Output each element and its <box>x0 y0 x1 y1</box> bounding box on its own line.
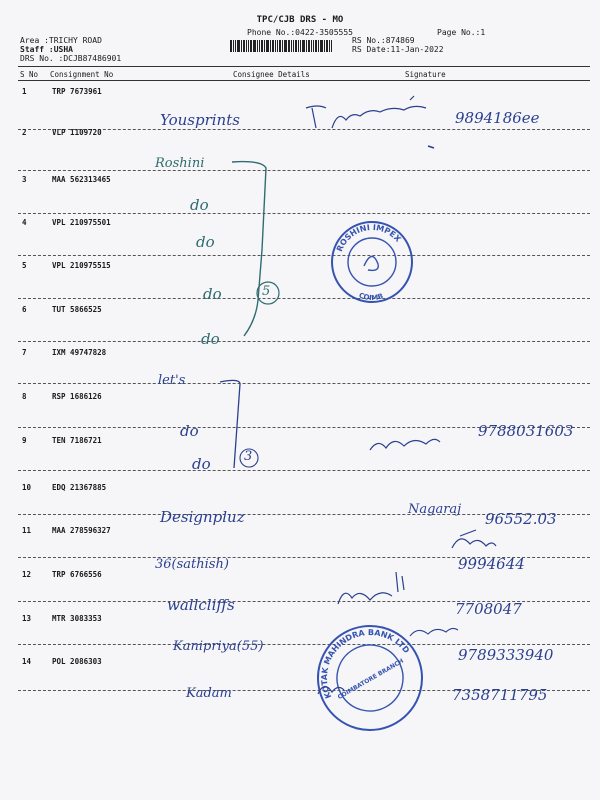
barcode-bar <box>230 40 232 52</box>
row-divider <box>18 255 590 256</box>
row-sno: 4 <box>22 218 27 227</box>
barcode-bar <box>270 40 271 52</box>
handwritten-count: 5 <box>262 284 271 299</box>
barcode-bar <box>306 40 307 52</box>
barcode-bar <box>272 40 274 52</box>
handwritten-consignee: Kanipriya(55) <box>173 639 264 654</box>
phone-number: Phone No.:0422-3505555 <box>247 28 353 37</box>
row-divider <box>18 213 590 214</box>
row-consignment: VPL 210975515 <box>52 261 111 270</box>
barcode-bar <box>259 40 260 52</box>
row-sno: 8 <box>22 392 27 401</box>
row-sno: 6 <box>22 305 27 314</box>
page-number: Page No.:1 <box>437 28 486 37</box>
barcode-bar <box>250 40 252 52</box>
table-row <box>0 348 600 360</box>
barcode-bar <box>298 40 299 52</box>
handwritten-consignee: wallcliffs <box>167 596 235 614</box>
barcode-bar <box>295 40 297 52</box>
barcode-bar <box>237 40 240 52</box>
row-consignment: TRP 6766556 <box>52 570 102 579</box>
barcode-bar <box>257 40 258 52</box>
handwritten-signature: Nagaraj <box>408 502 462 517</box>
handwritten-consignee: Kadam <box>186 686 232 701</box>
barcode-bar <box>293 40 294 52</box>
table-row <box>0 305 600 317</box>
handwritten-phone: 9788031603 <box>478 422 574 440</box>
barcode-bar <box>261 40 263 52</box>
header-rule-top <box>18 66 590 67</box>
barcode-bar <box>243 40 245 52</box>
row-sno: 7 <box>22 348 27 357</box>
barcode-bar <box>288 40 290 52</box>
col-consignee: Consignee Details <box>233 70 310 79</box>
row-sno: 14 <box>22 657 32 666</box>
handwritten-ditto: do <box>192 455 211 473</box>
barcode-bar <box>235 40 236 52</box>
row-consignment: IXM 49747828 <box>52 348 107 357</box>
row-consignment: VLP 1109720 <box>52 128 102 137</box>
kotak-stamp <box>299 607 441 749</box>
barcode-bar <box>313 40 314 52</box>
row-sno: 9 <box>22 436 27 445</box>
handwritten-count: 3 <box>244 449 253 464</box>
table-row <box>0 392 600 404</box>
barcode-bar <box>308 40 310 52</box>
row-divider <box>18 383 590 384</box>
row-sno: 3 <box>22 175 27 184</box>
area-label: Area :TRICHY ROAD <box>20 36 102 45</box>
table-row <box>0 128 600 140</box>
barcode-bar <box>302 40 305 52</box>
barcode-bar <box>324 40 325 52</box>
barcode-bar <box>279 40 281 52</box>
rs-date: RS Date:11-Jan-2022 <box>352 45 444 54</box>
barcode-bar <box>241 40 242 52</box>
col-signature: Signature <box>405 70 446 79</box>
handwritten-ditto: do <box>201 330 220 348</box>
handwritten-consignee: Designpluz <box>160 508 245 526</box>
barcode-bar <box>275 40 276 52</box>
staff-label: Staff :USHA <box>20 45 73 54</box>
table-row <box>0 218 600 230</box>
handwritten-ditto: do <box>196 233 215 251</box>
barcode-bar <box>253 40 256 52</box>
handwritten-consignee: 36(sathish) <box>155 557 229 572</box>
row-consignment: POL 2086303 <box>52 657 102 666</box>
handwritten-phone: 96552.03 <box>485 510 557 528</box>
barcode-bar <box>326 40 328 52</box>
dash-mark <box>428 146 434 148</box>
handwritten-ditto: do <box>180 422 199 440</box>
barcode-bar <box>248 40 249 52</box>
row-divider <box>18 298 590 299</box>
row-sno: 2 <box>22 128 27 137</box>
row-divider <box>18 170 590 171</box>
row-consignment: TRP 7673961 <box>52 87 102 96</box>
row-divider <box>18 470 590 471</box>
header-rule-bottom <box>18 80 590 81</box>
barcode-bar <box>246 40 247 52</box>
row-consignment: RSP 1686126 <box>52 392 102 401</box>
row-consignment: MAA 562313465 <box>52 175 111 184</box>
stamp-text-bottom: COIMB <box>357 291 385 303</box>
row-sno: 10 <box>22 483 32 492</box>
row-sno: 12 <box>22 570 32 579</box>
handwritten-ditto: do <box>203 285 222 303</box>
barcode-bar <box>329 40 330 52</box>
barcode <box>230 40 340 52</box>
row-divider <box>18 644 590 645</box>
handwritten-phone: 7708047 <box>455 600 522 618</box>
document-title: TPC/CJB DRS - MO <box>256 15 344 25</box>
table-row <box>0 483 600 495</box>
barcode-bar <box>284 40 287 52</box>
barcode-bar <box>266 40 269 52</box>
handwritten-phone: 9894186ee <box>455 109 540 127</box>
barcode-bar <box>318 40 319 52</box>
table-row <box>0 175 600 187</box>
stamp-inner-text: COIMBATORE BRANCH <box>336 657 405 702</box>
barcode-bar <box>291 40 292 52</box>
row-sno: 13 <box>22 614 32 623</box>
barcode-bar <box>233 40 234 52</box>
barcode-bar <box>282 40 283 52</box>
col-consignment: Consignment No <box>50 70 114 79</box>
row-consignment: VPL 210975501 <box>52 218 111 227</box>
drs-number: DRS No. :DCJB87486901 <box>20 54 122 63</box>
row-consignment: TUT 5866525 <box>52 305 102 314</box>
handwritten-consignee: let's <box>158 373 186 388</box>
barcode-bar <box>331 40 332 52</box>
col-sno: S No <box>20 70 39 79</box>
table-row <box>0 87 600 99</box>
row-sno: 5 <box>22 261 27 270</box>
barcode-bar <box>264 40 265 52</box>
signature-scribble <box>410 628 458 636</box>
handwritten-consignee: Roshini <box>155 156 205 171</box>
handwritten-phone: 7358711795 <box>452 686 548 704</box>
handwritten-ditto: do <box>190 196 209 214</box>
barcode-bar <box>311 40 312 52</box>
barcode-bar <box>277 40 278 52</box>
row-consignment: MTR 3083353 <box>52 614 102 623</box>
handwritten-consignee: Yousprints <box>160 111 240 129</box>
row-consignment: EDQ 21367885 <box>52 483 107 492</box>
stamp-ring-text: KOTAK MAHINDRA BANK LTD <box>319 627 412 700</box>
row-sno: 1 <box>22 87 27 96</box>
table-row <box>0 261 600 273</box>
row-sno: 11 <box>22 526 32 535</box>
signature-scribble <box>306 96 426 128</box>
barcode-bar <box>300 40 301 52</box>
rs-number: RS No.:874869 <box>352 36 415 45</box>
row-consignment: MAA 278596327 <box>52 526 111 535</box>
handwritten-phone: 9789333940 <box>458 646 554 664</box>
barcode-bar <box>315 40 317 52</box>
row-consignment: TEN 7186721 <box>52 436 102 445</box>
stamp-text-top: ROSHINI IMPEX <box>335 222 403 253</box>
handwritten-phone: 9994644 <box>458 555 525 573</box>
barcode-bar <box>320 40 323 52</box>
row-divider <box>18 341 590 342</box>
